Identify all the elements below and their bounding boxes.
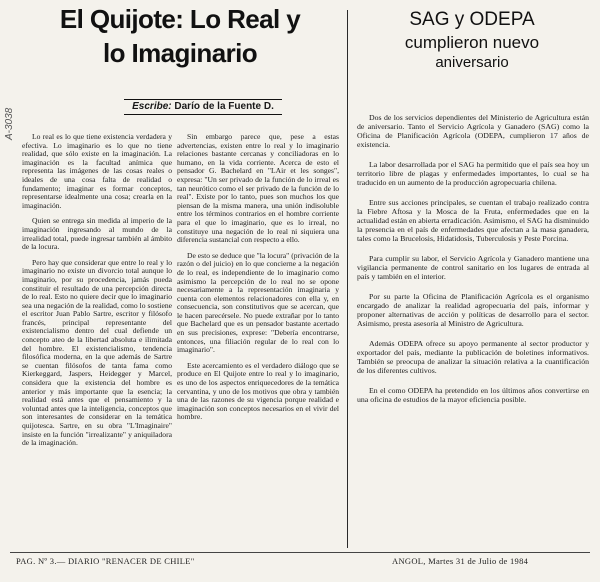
paragraph: Dos de los servicios dependientes del Ministerio de Agricultura están de aniversario. Tanto el Servicio Agrícola y Ganadero (SAG) como la Oficina de Planificación Agrícola (ODEPA, cumplieron 17 años de existencia.: [357, 113, 589, 149]
footer-rule: [10, 552, 590, 553]
headline-line-2: lo Imaginario: [102, 38, 257, 68]
headline-line-1: El Quijote: Lo Real y: [59, 4, 301, 34]
paragraph: Pero hay que considerar que entre lo real y lo imaginario no existe un divorcio total aunque lo imaginario, por su procedencia, jamás pueda constituir el resultado de una percepción directa de lo real. Esto no quiere decir que lo imaginario sea una negación de la realidad, como lo sostiene el escritor Juan Pablo Sartre, escritor y filósofo francés, principal representante del existencialismo dentro del cual defiende un concepto ateo de la libertad absoluta e ilimitada del hombre. El existencialismo, tendencia filosófica moderna, en la que además de Sartre se cuentan filósofos de tanta fama como Kierkeggard, Jaspers, Heidegger y Marcel, considera que la existencia del hombre es anterior y más importante que la esencia; la realidad está antes que el pensamiento y la voluntad antes que la inteligencia, conceptos que son interesantes de considerar en la temática quijotesca. Sartre, en su obra "L'Imaginaire" insiste en la función "irrealizante" y aniquiladora de la imaginación.: [22, 257, 172, 448]
paragraph: Este acercamiento es el verdadero diálogo que se produce en El Quijote entre lo real y lo imaginario, es uno de los aspectos enriquecedores de la temática cervantina, y uno de los motivos que obra y también una de las razones de su vigencia porque realidad e imaginación son conceptos necesarios en el vivir del hombre.: [177, 360, 339, 422]
left-article-column-2: [177, 133, 339, 543]
paragraph: Entre sus acciones principales, se cuentan el trabajo realizado contra la Fiebre Aftosa y la Mosca de la Fruta, enfermedades que en la actualidad están en abierta erradicación. Asimismo, el SAG ha disminuido la presencia en el país de enfermedades que afectan a la masa ganadera, tales como la Brucelosis, Hidatidosis, Tuberculosis y Peste Porcina.: [357, 198, 589, 243]
left-article-headline: [20, 2, 340, 70]
headline-line-3: aniversario: [435, 54, 509, 71]
paragraph: Lo real es lo que tiene existencia verdadera y efectiva. Lo imaginario es lo que no tiene realidad, que sólo existe en la imaginación. La imaginación es la facultad anímica que representa las imágenes de las cosas reales o ideales de una cosa falta de realidad o fundamento; imaginar es formar conceptos, representarse idealmente una cosa; crearla en la imaginación.: [22, 133, 172, 210]
right-article-body: [357, 113, 589, 543]
paragraph: Por su parte la Oficina de Planificación Agrícola es el organismo encargado de analizar la realidad agropecuaria del país, informar y proponer alternativas de acción y políticas de desarrollo para el sector. Asimismo, presta asesoría al Ministro de Agricultura.: [357, 292, 589, 328]
column-divider: [347, 10, 348, 548]
paragraph: Sin embargo parece que, pese a estas advertencias, existen entre lo real y lo imaginario relaciones bastante cercanas y conciliadoras en lo humano, en la vida corriente. Acerca de esto el pensador G. Bachelard en "LAir et les songes", expresa: "Un ser privado de la función de lo irreal es tan neurótico como el ser privado de la función de lo real". Existe por lo tanto, pues son muchos los que piensan de la misma manera, una unión indisoluble entre los términos contrarios en el hombre corriente para el que lo imaginario, que es lo irreal, no constituye una negación de lo real ni siquiera una diferencia sustancial con respecto a ello.: [177, 133, 339, 245]
paragraph: Quien se entrega sin medida al imperio de la imaginación ingresando al mundo de la irrealidad total, puede ingresar también al ámbito de la locura.: [22, 216, 172, 252]
right-article-headline: [352, 8, 592, 72]
left-article-column-1: [22, 133, 172, 543]
byline-author: Darío de la Fuente D.: [174, 101, 274, 112]
byline-label: Escribe:: [132, 101, 172, 112]
footer-date: ANGOL, Martes 31 de Julio de 1984: [392, 556, 529, 566]
paragraph: Para cumplir su labor, el Servicio Agrícola y Ganadero mantiene una vigilancia permanente de control sanitario en los lugares de entrada al país y también en el interior.: [357, 254, 589, 281]
paragraph: La labor desarrollada por el SAG ha permitido que el país sea hoy un territorio libre de plagas y enfermedades importantes, lo cual se ha traducido en un aumento de la producción agropecuaria chilena.: [357, 160, 589, 187]
handwritten-margin-note: A-3038: [4, 107, 15, 140]
headline-line-2: cumplieron nuevo: [404, 33, 540, 52]
paragraph: Además ODEPA ofrece su apoyo permanente al sector productor y exportador del país, mediante la publicación de boletines informativos. También se preocupa de analizar la situación relativa a la cuantificación de los diferentes cultivos.: [357, 339, 589, 375]
paragraph: En el como ODEPA ha pretendido en los últimos años convertirse en una oficina de estudios de la mayor eficiencia posible.: [357, 386, 589, 404]
headline-line-1: SAG y ODEPA: [409, 9, 535, 30]
footer-page-info: PAG. Nº 3.— DIARIO "RENACER DE CHILE": [16, 556, 195, 566]
byline: [124, 99, 282, 115]
paragraph: De esto se deduce que "la locura" (privación de la razón o del juicio) en lo que concierne a la negación de lo real, es independiente de lo imaginario como asimismo la percepción de lo real no se opone necesariamente a la representación imaginaria y cuenta con elementos relacionadores con ella y, en consecuencia, son constitutivos que se acercan, que le hacen parecérsele. No puede extrañar por lo tanto que Bachelard que es un pensador bastante acertado en sus precisiones, exprese: "Debería encontrarse, entonces, una filiación regular de lo real con lo imaginario".: [177, 250, 339, 355]
